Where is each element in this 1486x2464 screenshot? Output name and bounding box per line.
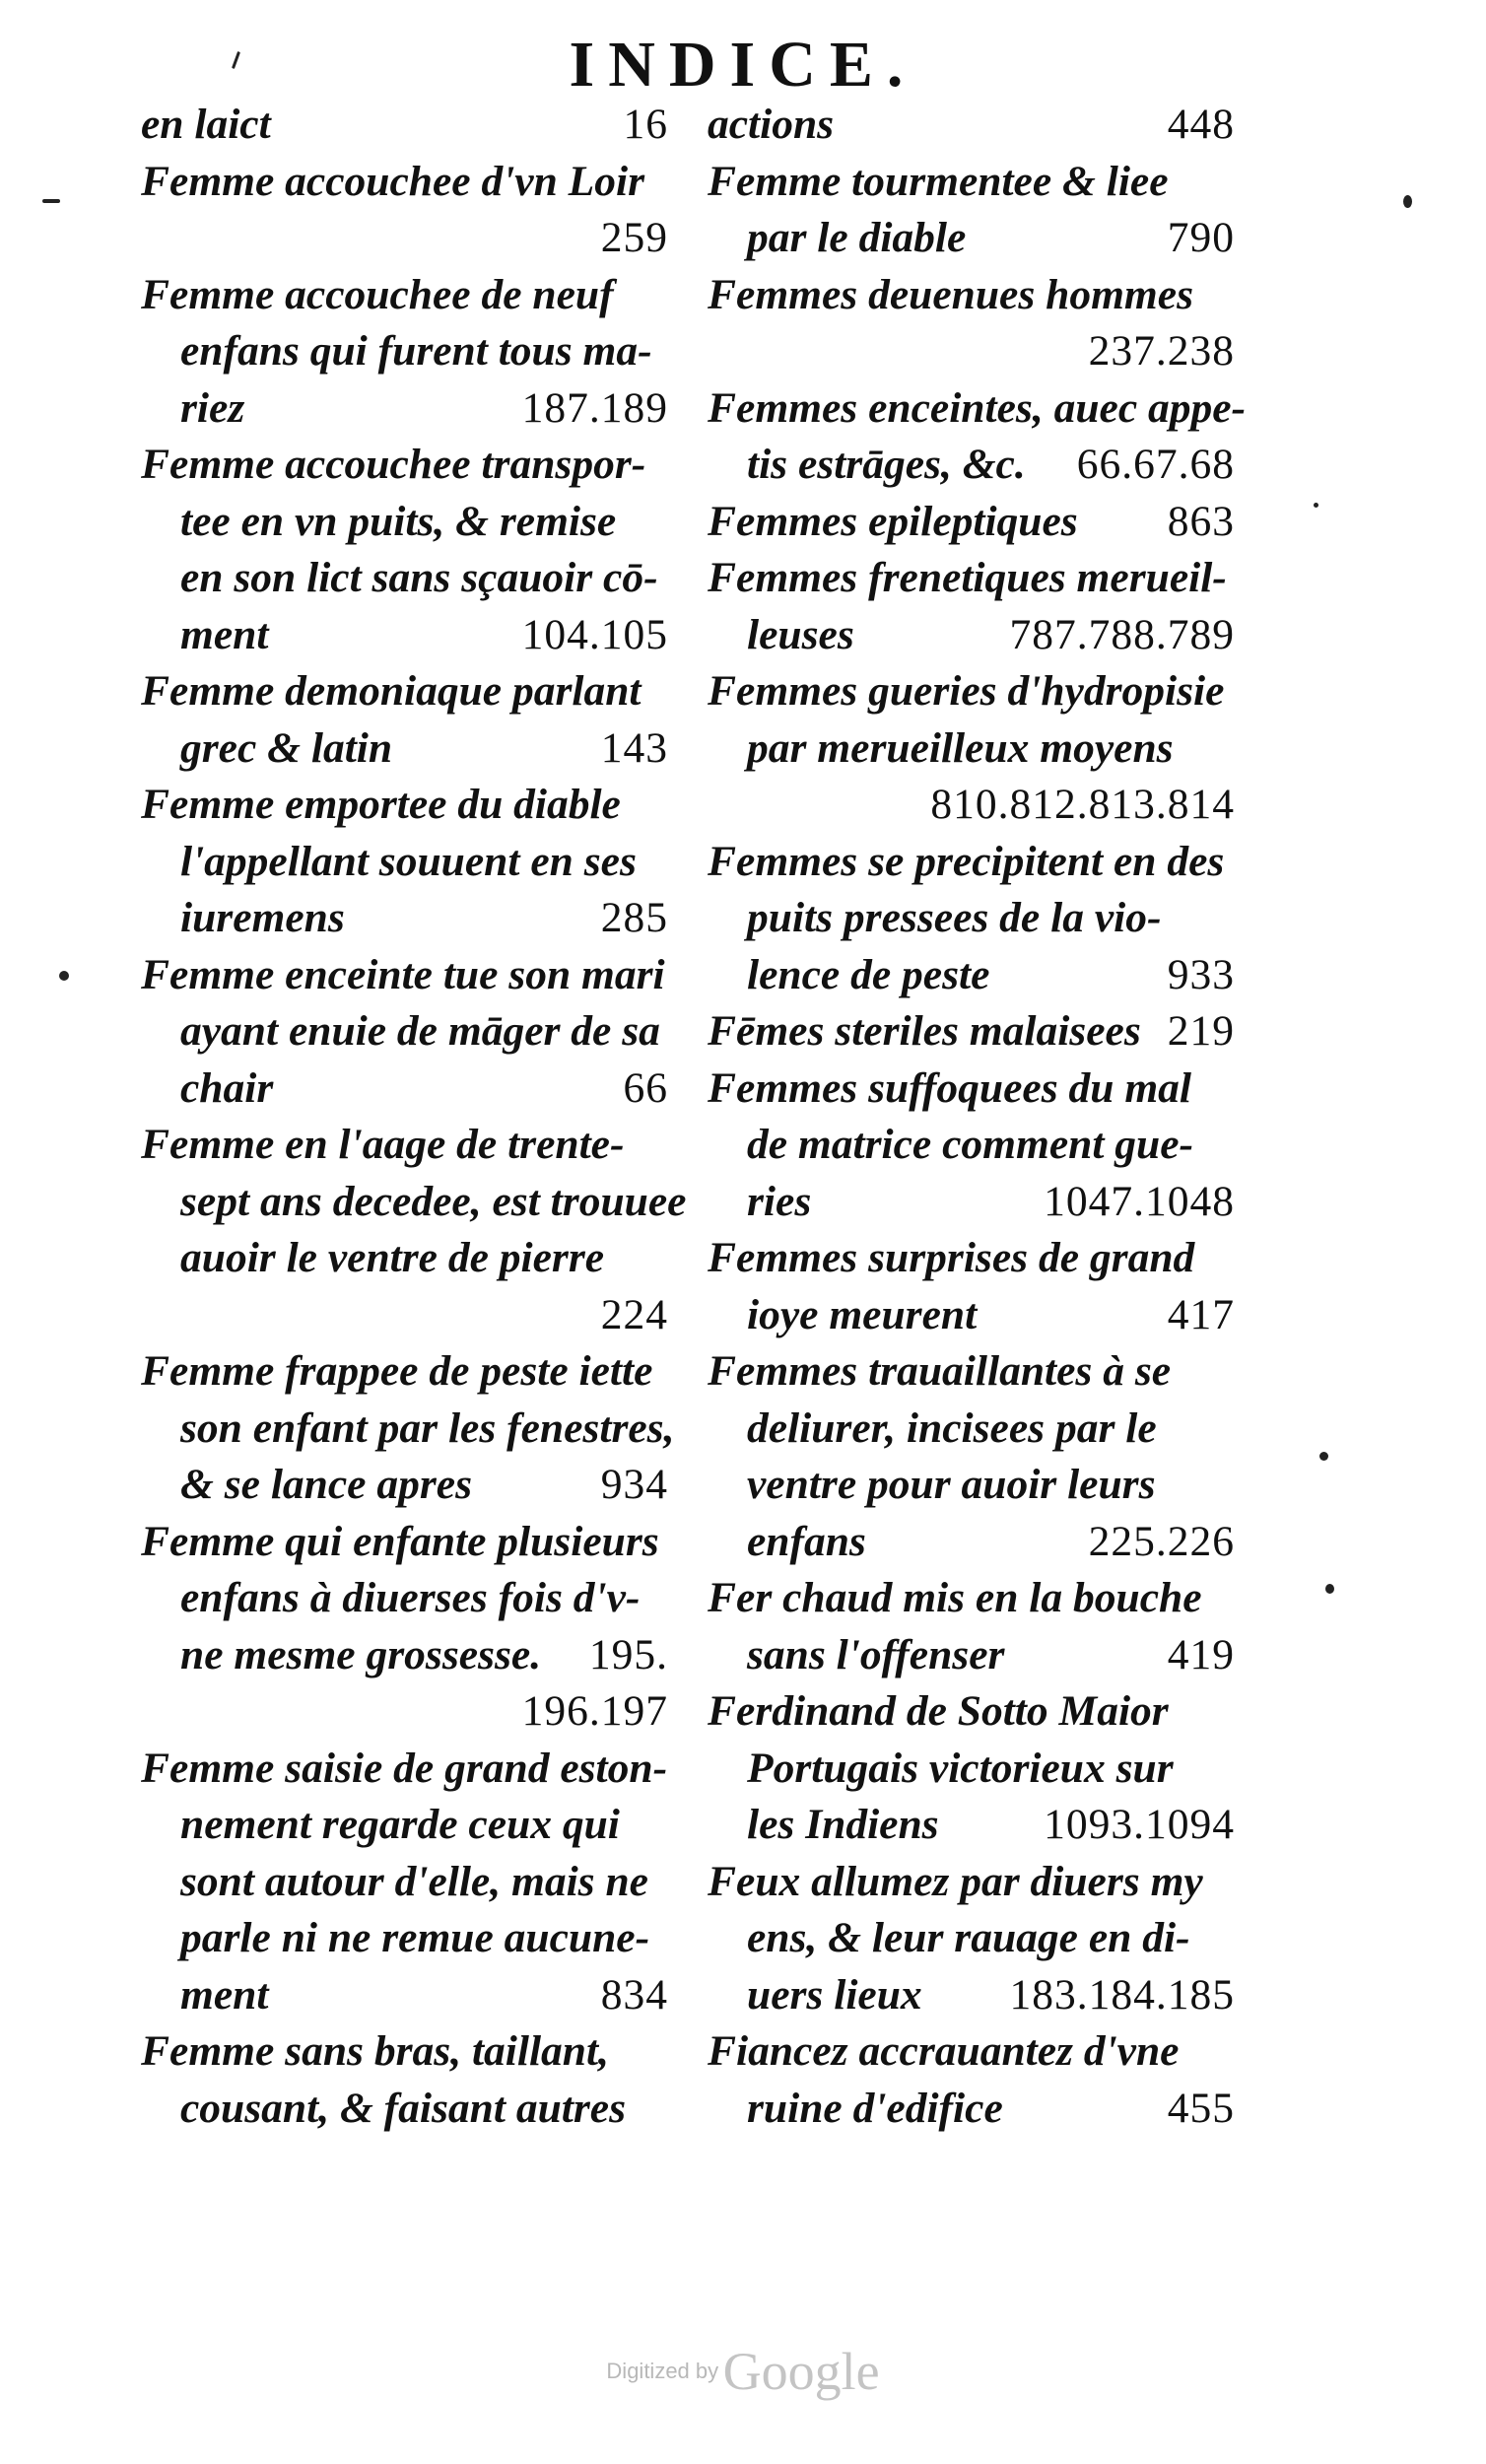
ink-speck	[1314, 503, 1318, 508]
entry-text: Portugais victorieux sur	[747, 1744, 1174, 1792]
index-entry-line	[708, 380, 1247, 438]
entry-text: uers lieux	[747, 1970, 922, 2019]
index-entry	[141, 1343, 675, 1514]
page-reference: 455	[1167, 2084, 1235, 2132]
entry-text: sont autour d'elle, mais ne	[180, 1857, 648, 1905]
index-entry	[708, 2023, 1235, 2137]
index-entry	[708, 1061, 1235, 1231]
entry-text: parle ni ne remue aucune-	[180, 1914, 650, 1961]
entry-text: ries	[747, 1177, 812, 1225]
entry-text: Femme enceinte tue son mari	[141, 950, 665, 998]
entry-text: ment	[180, 1970, 269, 2019]
index-entry-line	[708, 1797, 1235, 1854]
index-entry-line	[708, 1514, 1235, 1571]
index-entry	[708, 550, 1235, 663]
ink-speck	[42, 199, 60, 203]
entry-text: en son lict sans sçauoir cō-	[180, 554, 658, 601]
index-entry-line	[141, 1627, 668, 1684]
page-title: INDICE.	[569, 29, 917, 101]
index-entry-line	[708, 1741, 1235, 1798]
index-entry-line	[141, 834, 668, 891]
index-entry	[141, 1741, 668, 2024]
entry-text: Femmes epileptiques	[708, 497, 1078, 545]
index-entry	[141, 947, 668, 1118]
entry-text: les Indiens	[747, 1801, 939, 1848]
index-entry	[708, 97, 1235, 154]
index-entry-line	[141, 720, 668, 778]
index-entry-line	[141, 323, 668, 380]
entry-text: Fer chaud mis en la bouche	[708, 1574, 1202, 1621]
page-reference: 225.226	[1088, 1517, 1235, 1565]
index-entry	[141, 1117, 687, 1343]
index-entry-line	[708, 1230, 1235, 1287]
page-reference: 187.189	[521, 383, 668, 432]
page-reference: 195.	[588, 1630, 668, 1678]
index-entry-line	[708, 1627, 1235, 1684]
entry-text: Femmes suffoquees du mal	[708, 1063, 1192, 1112]
digitized-watermark	[0, 2341, 1486, 2402]
index-entry	[141, 154, 668, 267]
entry-text: par merueilleux moyens	[747, 723, 1174, 772]
entry-text: Femme saisie de grand eston-	[141, 1744, 668, 1792]
page-reference: 196.197	[521, 1687, 668, 1735]
index-entry-line	[141, 1797, 668, 1854]
index-entry	[708, 380, 1247, 494]
entry-text: Femmes se precipitent en des	[708, 837, 1225, 885]
index-entry-line	[141, 97, 668, 154]
index-entry-line	[141, 607, 668, 664]
index-entry-line	[141, 494, 668, 551]
index-entry	[708, 1230, 1235, 1343]
entry-text: ventre pour auoir leurs	[747, 1461, 1156, 1508]
index-entry-line	[708, 777, 1235, 834]
index-entry-line	[708, 267, 1235, 324]
index-entry-line	[141, 1683, 668, 1741]
index-entry	[708, 494, 1235, 551]
page-reference: 66	[623, 1063, 668, 1112]
entry-text: tee en vn puits, & remise	[180, 497, 617, 545]
index-entry-line	[708, 1343, 1235, 1401]
index-entry-line	[708, 323, 1235, 380]
entry-text: Ferdinand de Sotto Maior	[708, 1687, 1169, 1735]
index-entry	[141, 663, 668, 777]
index-entry	[141, 777, 668, 947]
index-entry	[708, 1683, 1235, 1854]
page-reference: 417	[1167, 1290, 1235, 1338]
entry-text: riez	[180, 383, 245, 432]
entry-text: enfans qui furent tous ma-	[180, 327, 652, 375]
index-entry-line	[708, 210, 1235, 267]
index-entry	[708, 1003, 1235, 1061]
index-entry-line	[141, 1003, 668, 1061]
page-reference: 790	[1167, 214, 1235, 261]
entry-text: Femme en l'aage de trente-	[141, 1121, 625, 1168]
entry-text: Femmes surprises de grand	[708, 1234, 1195, 1281]
page-reference: 934	[600, 1461, 668, 1508]
index-entry-line	[708, 1117, 1235, 1174]
entry-text: grec & latin	[180, 723, 393, 772]
index-entry-line	[141, 1570, 668, 1627]
page-reference: 285	[600, 894, 668, 941]
ink-speck	[1403, 195, 1412, 208]
index-entry-line	[708, 1457, 1235, 1514]
page-reference: 933	[1167, 950, 1235, 998]
entry-text: & se lance apres	[180, 1461, 473, 1508]
index-entry	[708, 834, 1235, 1004]
index-entry	[141, 437, 668, 663]
entry-text: ayant enuie de māger de sa	[180, 1007, 660, 1055]
index-entry-line	[141, 777, 668, 834]
entry-text: Femme accouchee d'vn Loir	[141, 157, 645, 205]
index-entry-line	[708, 437, 1235, 494]
page-reference: 143	[600, 723, 668, 772]
index-entry-line	[708, 1401, 1235, 1458]
entry-text: Fēmes steriles malaisees	[708, 1007, 1141, 1055]
ink-speck	[1325, 1584, 1334, 1594]
index-entry-line	[141, 267, 668, 324]
entry-text: Femme demoniaque parlant	[141, 667, 642, 715]
entry-text: enfans à diuerses fois d'v-	[180, 1574, 641, 1621]
index-column-left	[141, 97, 687, 2137]
entry-text: iuremens	[180, 894, 345, 941]
index-entry-line	[708, 890, 1235, 947]
index-column-right	[708, 97, 1247, 2137]
entry-text: actions	[708, 101, 835, 148]
index-entry-line	[141, 1741, 668, 1798]
entry-text: Fiancez accrauantez d'vne	[708, 2027, 1180, 2075]
entry-text: auoir le ventre de pierre	[180, 1234, 605, 1281]
index-entry-line	[141, 210, 668, 267]
index-entry	[141, 267, 668, 438]
index-entry	[708, 1343, 1235, 1570]
index-entry	[708, 663, 1235, 834]
index-entry-line	[141, 380, 668, 438]
entry-text: chair	[180, 1063, 274, 1112]
page-reference: 419	[1167, 1630, 1235, 1678]
entry-text: enfans	[747, 1517, 866, 1565]
index-entry-line	[141, 1967, 668, 2024]
entry-text: l'appellant souuent en ses	[180, 837, 637, 885]
page-reference: 1093.1094	[1044, 1801, 1235, 1848]
entry-text: puits pressees de la vio-	[747, 894, 1162, 941]
entry-text: son enfant par les fenestres,	[180, 1403, 675, 1452]
index-entry-line	[141, 1061, 668, 1118]
index-entry	[141, 2023, 668, 2137]
index-entry-line	[141, 1343, 668, 1401]
entry-text: Femme frappee de peste iette	[141, 1347, 653, 1395]
page-reference: 219	[1167, 1007, 1235, 1055]
page-reference: 66.67.68	[1076, 441, 1235, 488]
index-entry-line	[141, 550, 668, 607]
entry-text: ens, & leur rauage en di-	[747, 1914, 1190, 1961]
index-entry-line	[141, 437, 668, 494]
index-entry-line	[141, 663, 668, 720]
entry-text: Femme sans bras, taillant,	[141, 2027, 609, 2075]
entry-text: Femmes frenetiques merueil-	[708, 554, 1227, 601]
index-entry-line	[708, 1854, 1235, 1911]
entry-text: par le diable	[747, 214, 967, 261]
index-entry-line	[708, 1003, 1235, 1061]
index-entry-line	[708, 1174, 1235, 1231]
index-entry	[708, 154, 1235, 267]
index-entry	[708, 1854, 1235, 2024]
page-reference: 787.788.789	[1009, 610, 1235, 658]
entry-text: ment	[180, 610, 269, 658]
entry-text: Femme emportee du diable	[141, 781, 621, 828]
page-reference: 448	[1167, 101, 1235, 148]
watermark-prefix: Digitized by	[606, 2359, 719, 2383]
entry-text: sans l'offenser	[747, 1630, 1005, 1678]
index-entry-line	[141, 2081, 668, 2138]
entry-text: ne mesme grossesse.	[180, 1630, 542, 1678]
entry-text: tis estrāges, &c.	[747, 441, 1026, 488]
index-entry-line	[708, 2081, 1235, 2138]
index-entry-line	[708, 1683, 1235, 1741]
index-entry-line	[708, 1910, 1235, 1967]
index-entry-line	[141, 1401, 675, 1458]
index-entry-line	[708, 550, 1235, 607]
entry-text: Femmes gueries d'hydropisie	[708, 667, 1225, 715]
ink-speck	[59, 971, 69, 981]
index-entry-line	[708, 663, 1235, 720]
index-entry-line	[141, 947, 668, 1004]
index-entry-line	[141, 1287, 668, 1344]
google-logo: Google	[722, 2342, 880, 2401]
page-reference: 863	[1167, 497, 1235, 545]
page-reference: 1047.1048	[1044, 1177, 1235, 1225]
page-reference: 259	[600, 214, 668, 261]
index-entry-line	[141, 1457, 668, 1514]
entry-text: sept ans decedee, est trouuee	[180, 1177, 687, 1225]
index-entry-line	[708, 2023, 1235, 2081]
entry-text: de matrice comment gue-	[747, 1121, 1194, 1168]
index-entry	[141, 97, 668, 154]
page-reference: 183.184.185	[1009, 1970, 1235, 2019]
index-entry-line	[708, 834, 1235, 891]
index-entry-line	[708, 1061, 1235, 1118]
index-entry	[708, 1570, 1235, 1683]
index-entry-line	[141, 890, 668, 947]
entry-text: Femmes deuenues hommes	[708, 270, 1194, 318]
entry-text: deliurer, incisees par le	[747, 1403, 1157, 1452]
index-entry-line	[708, 1967, 1235, 2024]
index-entry-line	[708, 494, 1235, 551]
index-entry-line	[708, 607, 1235, 664]
entry-text: Femme qui enfante plusieurs	[141, 1517, 659, 1565]
entry-text: Feux allumez par diuers my	[708, 1857, 1203, 1905]
page-reference: 834	[600, 1970, 668, 2019]
index-entry-line	[708, 154, 1235, 211]
entry-text: leuses	[747, 610, 854, 658]
index-entry-line	[141, 1514, 668, 1571]
index-entry	[708, 267, 1235, 380]
index-entry-line	[141, 2023, 668, 2081]
entry-text: ioye meurent	[747, 1290, 978, 1338]
index-entry-line	[708, 1287, 1235, 1344]
entry-text: en laict	[141, 101, 271, 148]
entry-text: lence de peste	[747, 950, 990, 998]
index-entry-line	[141, 154, 668, 211]
entry-text: cousant, & faisant autres	[180, 2084, 627, 2132]
entry-text: Femme tourmentee & liee	[708, 157, 1169, 205]
index-entry-line	[141, 1854, 668, 1911]
index-entry-line	[708, 720, 1235, 778]
index-entry-line	[708, 947, 1235, 1004]
entry-text: Femme accouchee transpor-	[141, 441, 646, 488]
page-reference: 224	[600, 1290, 668, 1338]
entry-text: Femmes enceintes, auec appe-	[708, 383, 1247, 432]
ink-speck	[1319, 1452, 1328, 1461]
entry-text: Femme accouchee de neuf	[141, 270, 614, 318]
index-entry-line	[141, 1230, 668, 1287]
page-reference: 104.105	[521, 610, 668, 658]
entry-text: nement regarde ceux qui	[180, 1801, 620, 1848]
index-entry-line	[141, 1174, 687, 1231]
entry-text: Femmes trauaillantes à se	[708, 1347, 1172, 1395]
page-reference: 237.238	[1088, 327, 1235, 375]
index-entry	[141, 1514, 668, 1741]
index-entry-line	[141, 1117, 668, 1174]
index-entry-line	[708, 97, 1235, 154]
index-entry-line	[141, 1910, 668, 1967]
page-reference: 810.812.813.814	[930, 781, 1235, 828]
page-reference: 16	[623, 101, 668, 148]
entry-text: ruine d'edifice	[747, 2084, 1003, 2132]
index-entry-line	[708, 1570, 1235, 1627]
